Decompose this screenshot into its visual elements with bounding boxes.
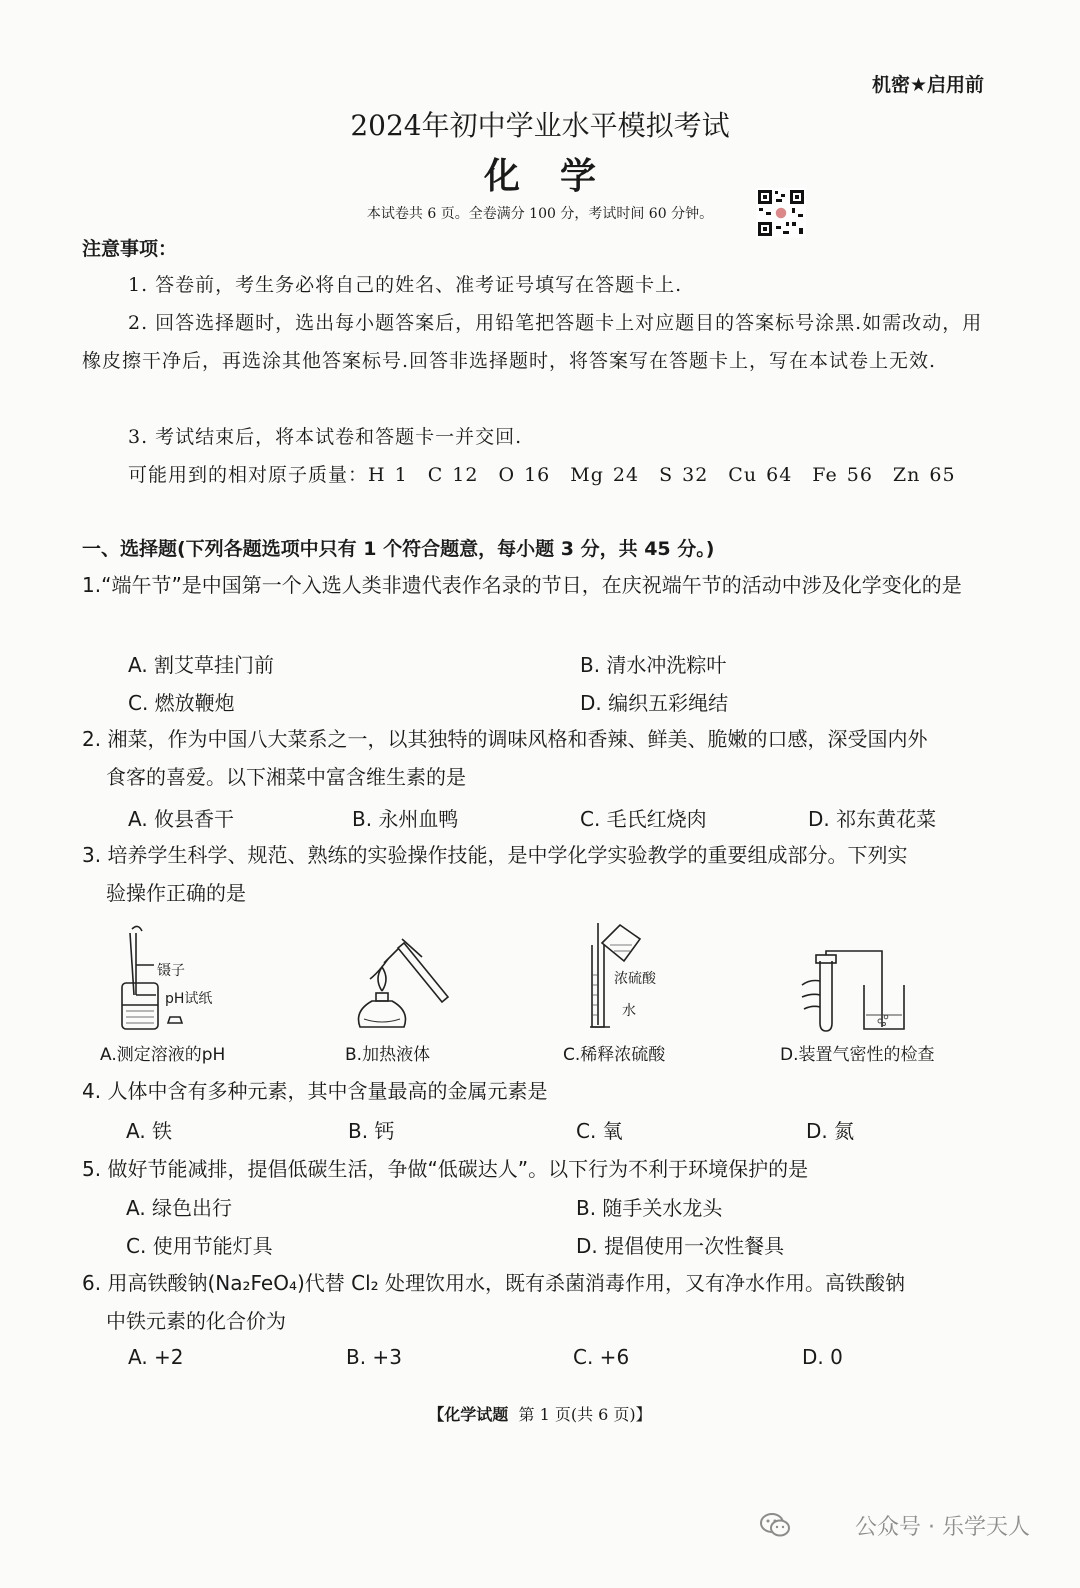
notice-item-1: 1. 答卷前，考生务必将自己的姓名、准考证号填写在答题卡上. — [128, 274, 683, 296]
question-1-stem: 1.“端午节”是中国第一个入选人类非遗代表作名录的节日，在庆祝端午节的活动中涉及化学变化的是 — [82, 573, 962, 597]
q1-option-d: D. 编织五彩绳结 — [580, 691, 729, 715]
q4-option-a: A. 铁 — [126, 1119, 173, 1143]
q5-option-c: C. 使用节能灯具 — [126, 1234, 273, 1258]
q6-stem-mid: )代替 — [296, 1271, 352, 1295]
q6-option-c: C. +6 — [573, 1345, 630, 1369]
q6-stem-post: 处理饮用水，既有杀菌消毒作用，又有净水作用。高铁酸钠 — [378, 1271, 906, 1295]
q6-option-d: D. 0 — [802, 1345, 843, 1369]
fig-c-label-water: 水 — [622, 1003, 636, 1019]
figure-d-airtightness-check — [796, 945, 926, 1035]
q1-option-b: B. 清水冲洗粽叶 — [580, 653, 727, 677]
footer-page: 第 1 页(共 6 页)】 — [518, 1405, 652, 1424]
q3-option-b: B.加热液体 — [345, 1045, 431, 1065]
question-6-stem-line1 — [82, 1264, 998, 1302]
page-footer — [0, 1402, 1080, 1425]
exam-subject: 化学 — [483, 156, 636, 197]
q2-option-b: B. 永州血鸭 — [352, 807, 459, 831]
q6-option-a: A. +2 — [128, 1345, 184, 1369]
q6-chlorine: Cl₂ — [351, 1271, 379, 1295]
exam-info-text: 本试卷共 6 页。全卷满分 100 分，考试时间 60 分钟。 — [366, 206, 714, 222]
question-3-stem-line2: 验操作正确的是 — [106, 881, 246, 905]
q6-formula: Na₂FeO₄ — [215, 1271, 297, 1295]
q2-option-a: A. 攸县香干 — [128, 807, 235, 831]
q6-stem-pre: 6. 用高铁酸钠( — [82, 1271, 216, 1295]
q2-option-c: C. 毛氏红烧肉 — [580, 807, 707, 831]
q2-option-d: D. 祁东黄花菜 — [808, 807, 937, 831]
fig-a-label-ph-paper: pH试纸 — [165, 991, 213, 1007]
wechat-icon — [760, 1512, 790, 1538]
q3-option-c: C.稀释浓硫酸 — [563, 1045, 666, 1065]
notice-item-3: 3. 考试结束后，将本试卷和答题卡一并交回. — [128, 426, 523, 448]
atomic-masses: 可能用到的相对原子质量：H 1 C 12 O 16 Mg 24 S 32 Cu 64 Fe 56 Zn 65 — [128, 464, 956, 486]
q1-option-a: A. 割艾草挂门前 — [128, 653, 275, 677]
exam-info — [0, 203, 1080, 223]
fig-c-label-acid: 浓硫酸 — [614, 971, 656, 987]
confidential-mark: 机密★启用前 — [871, 74, 984, 96]
q1-option-c: C. 燃放鞭炮 — [128, 691, 235, 715]
q5-option-a: A. 绿色出行 — [126, 1196, 233, 1220]
qr-code-icon — [756, 188, 806, 238]
question-5-stem: 5. 做好节能减排，提倡低碳生活，争做“低碳达人”。以下行为不利于环境保护的是 — [82, 1157, 809, 1181]
q4-option-b: B. 钙 — [348, 1119, 395, 1143]
notice-heading: 注意事项： — [82, 238, 178, 260]
fig-a-label-tweezers: 镊子 — [157, 963, 185, 979]
question-6-stem-line2: 中铁元素的化合价为 — [106, 1309, 286, 1333]
q5-option-b: B. 随手关水龙头 — [576, 1196, 723, 1220]
q4-option-d: D. 氮 — [806, 1119, 855, 1143]
notice-item-2: 2. 回答选择题时，选出每小题答案后，用铅笔把答题卡上对应题目的答案标号涂黑.如需改动，用橡皮擦干净后，再选涂其他答案标号.回答非选择题时，将答案写在答题卡上，写在本试卷上无效. — [82, 312, 983, 372]
q4-option-c: C. 氧 — [576, 1119, 623, 1143]
q5-option-d: D. 提倡使用一次性餐具 — [576, 1234, 785, 1258]
exam-title: 2024年初中学业水平模拟考试 — [350, 109, 730, 142]
question-2-stem-line2: 食客的喜爱。以下湘菜中富含维生素的是 — [106, 765, 466, 789]
figure-b-heating-liquid — [340, 935, 460, 1035]
section-1-heading: 一、选择题(下列各题选项中只有 1 个符合题意，每小题 3 分，共 45 分。) — [82, 538, 715, 560]
watermark: 公众号 · 乐学天人 — [855, 1515, 1030, 1540]
question-3-stem-line1: 3. 培养学生科学、规范、熟练的实验操作技能，是中学化学实验教学的重要组成部分。下列实 — [82, 843, 908, 867]
figure-a-ph-test — [112, 925, 232, 1035]
q6-option-b: B. +3 — [346, 1345, 402, 1369]
question-4-stem: 4. 人体中含有多种元素，其中含量最高的金属元素是 — [82, 1079, 548, 1103]
footer-subject: 【化学试题 — [428, 1405, 509, 1424]
q3-option-d: D.装置气密性的检查 — [780, 1045, 935, 1065]
question-2-stem-line1: 2. 湘菜，作为中国八大菜系之一，以其独特的调味风格和香辣、鲜美、脆嫩的口感，深受国内外 — [82, 727, 928, 751]
q3-option-a: A.测定溶液的pH — [100, 1045, 226, 1065]
